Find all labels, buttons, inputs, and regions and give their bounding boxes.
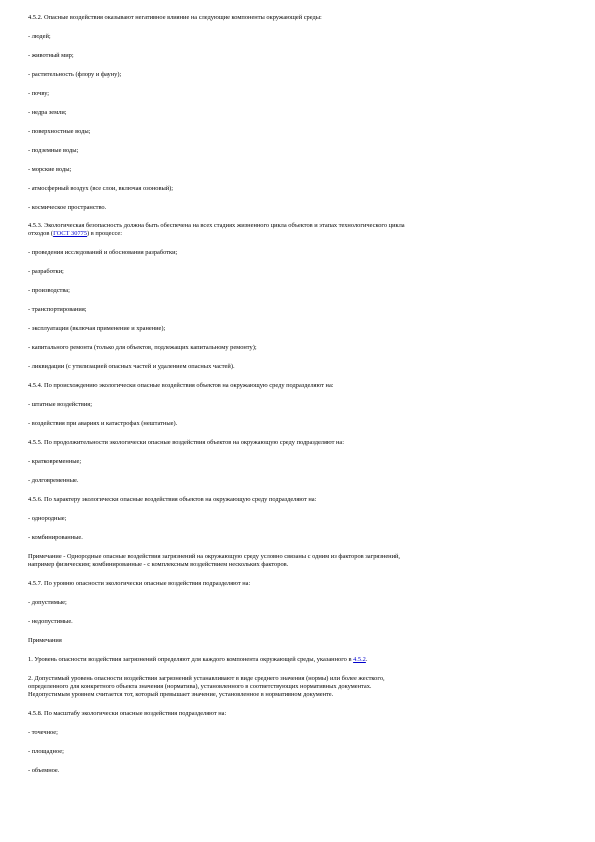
list-item: - животный мир; (28, 52, 74, 59)
list-item: - воздействия при авариях и катастрофах (нештатные). (28, 420, 178, 427)
section-4-5-6-heading: 4.5.6. По характеру экологически опасные воздействия объектов на окружающую среду подразделяют на: (28, 496, 317, 503)
notes-title: Примечания (28, 637, 62, 644)
list-item: - ликвидации (с утилизацией опасных частей и удалением опасных частей). (28, 363, 235, 370)
section-4-5-3-heading: 4.5.3. Экологическая безопасность должна быть обеспечена на всех стадиях жизненного цикла объектов и этапах технологического цикла (28, 222, 405, 229)
list-item: - однородные; (28, 515, 67, 522)
list-item: - кратковременные; (28, 458, 82, 465)
list-item: - растительность (флору и фауну); (28, 71, 122, 78)
list-item: - долговременные. (28, 477, 79, 484)
list-item: - подземные воды; (28, 147, 79, 154)
note-line: например физическим; комбинированные - с комплексным воздействием нескольких факторов. (28, 561, 289, 568)
document-page (28, 14, 566, 775)
list-item: - разработки; (28, 268, 64, 275)
gost-30775-link[interactable]: ГОСТ 30775 (53, 230, 88, 237)
section-4-5-2-link[interactable]: 4.5.2 (353, 656, 366, 663)
list-item: - космическое пространство. (28, 204, 107, 211)
section-4-5-3-heading-cont: отходов (ГОСТ 30775) в процессе: (28, 230, 122, 237)
note-line: Недопустимым уровнем считается тот, который превышает значение, установленное в нормативном документе. (28, 691, 334, 698)
list-item: - штатные воздействия; (28, 401, 92, 408)
section-4-5-2-heading: 4.5.2. Опасные воздействия оказывают негативное влияние на следующие компоненты окружающей среды: (28, 14, 322, 21)
section-4-5-7-heading: 4.5.7. По уровню опасности экологически опасные воздействия подразделяют на: (28, 580, 251, 587)
section-4-5-5-heading: 4.5.5. По продолжительности экологически опасные воздействия объектов на окружающую среду подразделяют на: (28, 439, 345, 446)
list-item: - почву; (28, 90, 50, 97)
list-item: - проведения исследований и обоснования разработки; (28, 249, 178, 256)
note-line: определенного для конкретного объекта значения (норматива), установленного в соответствующих нормативных документах. (28, 683, 372, 690)
list-item: - морские воды; (28, 166, 72, 173)
list-item: - объемное. (28, 767, 60, 774)
list-item: - недра земли; (28, 109, 67, 116)
list-item: - производства; (28, 287, 70, 294)
list-item: - площадное; (28, 748, 64, 755)
list-item: - людей; (28, 33, 51, 40)
list-item: - атмосферный воздух (все слои, включая озоновый); (28, 185, 174, 192)
list-item: - поверхностные воды; (28, 128, 91, 135)
list-item: - недопустимые. (28, 618, 73, 625)
list-item: - допустимые; (28, 599, 67, 606)
list-item: - точечное; (28, 729, 58, 736)
note-line: 1. Уровень опасности воздействия загрязнений определяют для каждого компонента окружающей среды, указанного в 4.5.2. (28, 656, 368, 663)
section-4-5-8-heading: 4.5.8. По масштабу экологически опасные воздействия подразделяют на: (28, 710, 227, 717)
list-item: - эксплуатации (включая применение и хранение); (28, 325, 166, 332)
section-4-5-4-heading: 4.5.4. По происхождению экологически опасные воздействия объектов на окружающую среду подразделяют на: (28, 382, 334, 389)
list-item: - комбинированные. (28, 534, 83, 541)
list-item: - транспортирования; (28, 306, 87, 313)
note-line: 2. Допустимый уровень опасности воздействия загрязнений устанавливают в виде среднего значения (нормы) или более жесткого, (28, 675, 385, 682)
list-item: - капитального ремонта (только для объектов, подлежащих капитальному ремонту); (28, 344, 257, 351)
note-line: Примечание - Однородные опасные воздействия загрязнений на окружающую среду условно связаны с одним из факторов загрязнений, (28, 553, 401, 560)
